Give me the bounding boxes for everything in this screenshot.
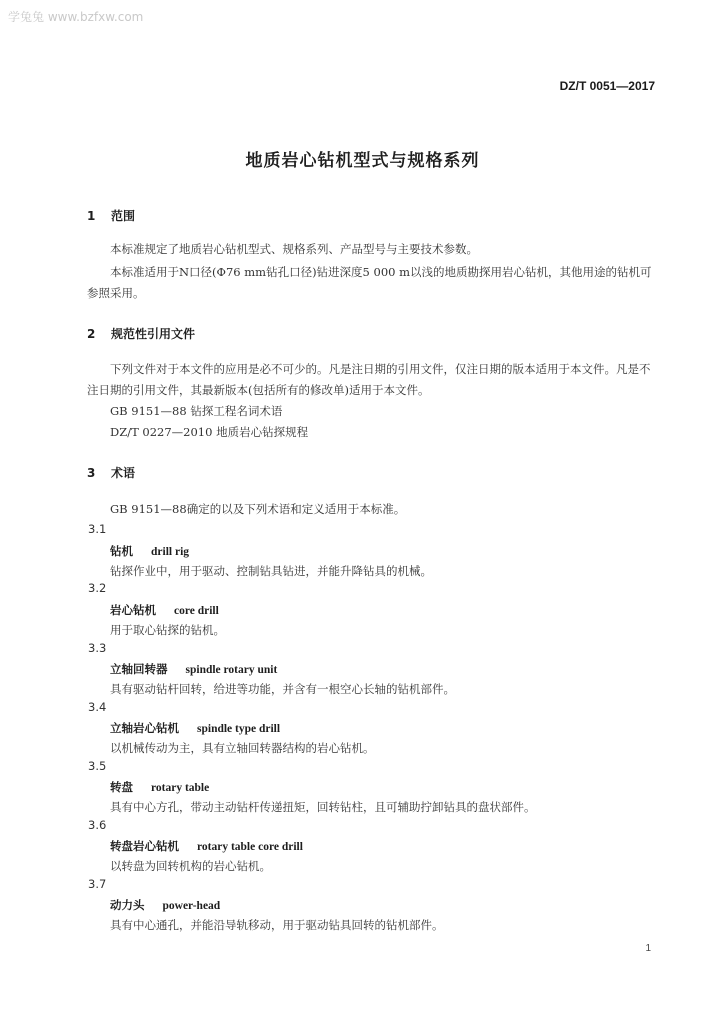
term-number: 3.3: [88, 641, 107, 655]
term-definition: 用于取心钻探的钻机。: [110, 623, 225, 637]
term-en: rotary table: [151, 782, 210, 794]
term-en: core drill: [174, 605, 219, 617]
paragraph-text: 下列文件对于本文件的应用是必不可少的。凡是注日期的引用文件，仅注日期的版本适用于本文件。凡是不注日期的引用文件，其最新版本(包括所有的修改单)适用于本文件。: [87, 362, 651, 397]
term-en: spindle type drill: [197, 723, 281, 735]
term-definition: 以转盘为回转机构的岩心钻机。: [110, 859, 271, 873]
term-definition: 具有驱动钻杆回转，给进等功能，并含有一根空心长轴的钻机部件。: [110, 682, 455, 696]
term-number: 3.5: [88, 759, 107, 773]
term-number: 3.7: [88, 877, 107, 891]
term-definition: 钻探作业中，用于驱动、控制钻具钻进，并能升降钻具的机械。: [110, 564, 432, 578]
section-intro: GB 9151—88确定的以及下列术语和定义适用于本标准。: [110, 502, 406, 516]
reference-item: GB 9151—88 钻探工程名词术语: [110, 404, 283, 418]
term-heading: [110, 543, 189, 559]
term-zh: 钻机: [110, 544, 133, 558]
section-heading-terms: [87, 464, 135, 481]
term-heading: [110, 602, 219, 618]
paragraph: 本标准规定了地质岩心钻机型式、规格系列、产品型号与主要技术参数。: [110, 242, 478, 256]
paragraph: [87, 262, 659, 304]
section-number: 1: [87, 209, 96, 223]
term-number: 3.2: [88, 581, 107, 595]
term-heading: [110, 779, 209, 795]
watermark: 学兔兔 www.bzfxw.com: [8, 10, 144, 24]
term-en: drill rig: [151, 546, 190, 558]
term-heading: [110, 897, 220, 913]
term-definition: 以机械传动为主，具有立轴回转器结构的岩心钻机。: [110, 741, 375, 755]
section-title: 术语: [111, 466, 136, 480]
term-zh: 转盘岩心钻机: [110, 839, 179, 853]
term-number: 3.6: [88, 818, 107, 832]
term-zh: 岩心钻机: [110, 603, 156, 617]
section-heading-scope: [87, 207, 135, 224]
page-title: 地质岩心钻机型式与规格系列: [245, 151, 480, 171]
term-zh: 转盘: [110, 780, 133, 794]
paragraph-text: 本标准适用于N口径(Φ76 mm钻孔口径)钻进深度5 000 m以浅的地质勘探用岩心钻机，其他用途的钻机可参照采用。: [87, 265, 652, 300]
term-number: 3.4: [88, 700, 107, 714]
page-number: 1: [645, 943, 651, 954]
term-zh: 立轴岩心钻机: [110, 721, 179, 735]
term-heading: [110, 838, 303, 854]
term-definition: 具有中心通孔，并能沿导轨移动，用于驱动钻具回转的钻机部件。: [110, 918, 444, 932]
term-en: rotary table core drill: [197, 841, 303, 853]
section-number: 3: [87, 466, 96, 480]
term-zh: 立轴回转器: [110, 662, 168, 676]
term-heading: [110, 661, 277, 677]
section-number: 2: [87, 327, 96, 341]
term-number: 3.1: [88, 522, 107, 536]
reference-item: DZ/T 0227—2010 地质岩心钻探规程: [110, 425, 309, 439]
section-title: 规范性引用文件: [111, 327, 196, 341]
standard-code: DZ/T 0051—2017: [559, 79, 655, 93]
term-en: power-head: [162, 900, 221, 912]
term-en: spindle rotary unit: [185, 664, 278, 676]
term-definition: 具有中心方孔，带动主动钻杆传递扭矩，回转钻柱，且可辅助拧卸钻具的盘状部件。: [110, 800, 536, 814]
paragraph: [87, 359, 659, 401]
term-heading: [110, 720, 280, 736]
term-zh: 动力头: [110, 898, 145, 912]
section-heading-normative-references: [87, 325, 195, 342]
section-title: 范围: [111, 209, 136, 223]
